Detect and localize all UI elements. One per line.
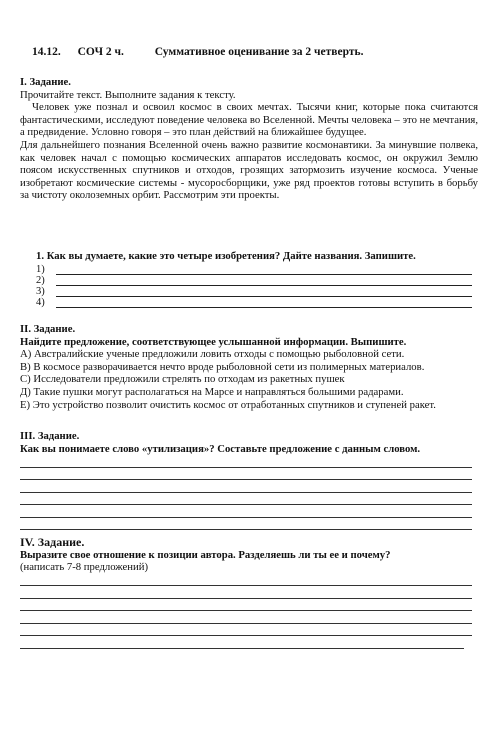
task3-heading: III. Задание.: [20, 430, 80, 442]
writing-line[interactable]: [20, 518, 472, 531]
header-grade: СОЧ 2 ч.: [77, 46, 124, 58]
header-date: 14.12.: [32, 46, 61, 58]
writing-line[interactable]: [20, 599, 472, 612]
task2-option: А) Австралийские ученые предложили ловить отходы с помощью рыболовной сети.: [20, 348, 405, 361]
writing-line[interactable]: [20, 493, 472, 506]
task4-heading: IV. Задание.: [20, 535, 85, 549]
task1-question-block: [20, 250, 478, 309]
task1-instruction: Прочитайте текст. Выполните задания к тексту.: [20, 88, 236, 101]
task4-note: (написать 7-8 предложений): [20, 561, 149, 574]
answer-line-number: 2): [36, 274, 45, 286]
writing-line[interactable]: [20, 480, 472, 493]
writing-line[interactable]: [20, 624, 472, 637]
task2-section: [20, 323, 478, 411]
answer-line-4[interactable]: [20, 298, 478, 309]
writing-line[interactable]: [20, 586, 472, 599]
answer-line-number: 1): [36, 263, 45, 275]
answer-line-number: 3): [36, 285, 45, 297]
writing-line[interactable]: [20, 505, 472, 518]
header-title: Суммативное оценивание за 2 четверть.: [154, 46, 364, 58]
task2-option: С) Исследователи предложили стрелять по отходам из ракетных пушек: [20, 373, 345, 386]
task4-section: [20, 536, 478, 649]
writing-line[interactable]: [20, 574, 472, 587]
task4-writing-lines: [20, 574, 478, 649]
task3-writing-lines: [20, 455, 478, 530]
answer-line-3[interactable]: [20, 287, 478, 298]
answer-line-2[interactable]: [20, 276, 478, 287]
task1-paragraph-2: Для дальнейшего познания Вселенной очень важно развитие космонавтики. За минувшие полвека, как человек начал с помощью космических аппаратов исследовать космос, он окружил Землю поясом искусственных спутников и отходов, грозящих затормозить изучение космоса. Ученые изобретают космические системы - мусоросборщики, уже ряд проектов готовы вступить в борьбу за чистоту околоземных орбит. Рассмотрим эти проекты.: [20, 138, 478, 202]
writing-line[interactable]: [20, 611, 472, 624]
writing-line[interactable]: [20, 455, 472, 468]
task2-instruction: Найдите предложение, соответствующее услышанной информации. Выпишите.: [20, 335, 407, 348]
answer-line-1[interactable]: [20, 265, 478, 276]
answer-line-number: 4): [36, 297, 45, 309]
task3-section: [20, 430, 478, 530]
task4-question: Выразите свое отношение к позиции автора. Разделяешь ли ты ее и почему?: [20, 548, 391, 561]
writing-line[interactable]: [20, 468, 472, 481]
task1-question: 1. Как вы думаете, какие это четыре изобретения? Дайте названия. Запишите.: [36, 250, 416, 262]
task1-section: [20, 76, 478, 202]
task2-option: Д) Такие пушки могут располагаться на Марсе и направляться большими радарами.: [20, 385, 404, 398]
task1-answer-lines: [20, 265, 478, 310]
writing-line[interactable]: [20, 636, 464, 649]
task1-paragraph-1: Человек уже познал и освоил космос в своих мечтах. Тысячи книг, которые пока считаются фантастическими, исследуют поведение человека во Вселенной. Мечты человека – это не мечтания, а предвидение. Условно говоря – это план действий на ближайшее будущее.: [20, 101, 478, 139]
task1-heading: I. Задание.: [20, 76, 71, 88]
worksheet-header: [32, 46, 472, 58]
task2-option: В) В космосе разворачивается нечто вроде рыболовной сети из полимерных материалов.: [20, 360, 425, 373]
task2-option: Е) Это устройство позволит очистить космос от отработанных спутников и ступеней ракет.: [20, 398, 436, 411]
task3-question: Как вы понимаете слово «утилизация»? Составьте предложение с данным словом.: [20, 442, 421, 455]
task2-heading: II. Задание.: [20, 323, 76, 335]
